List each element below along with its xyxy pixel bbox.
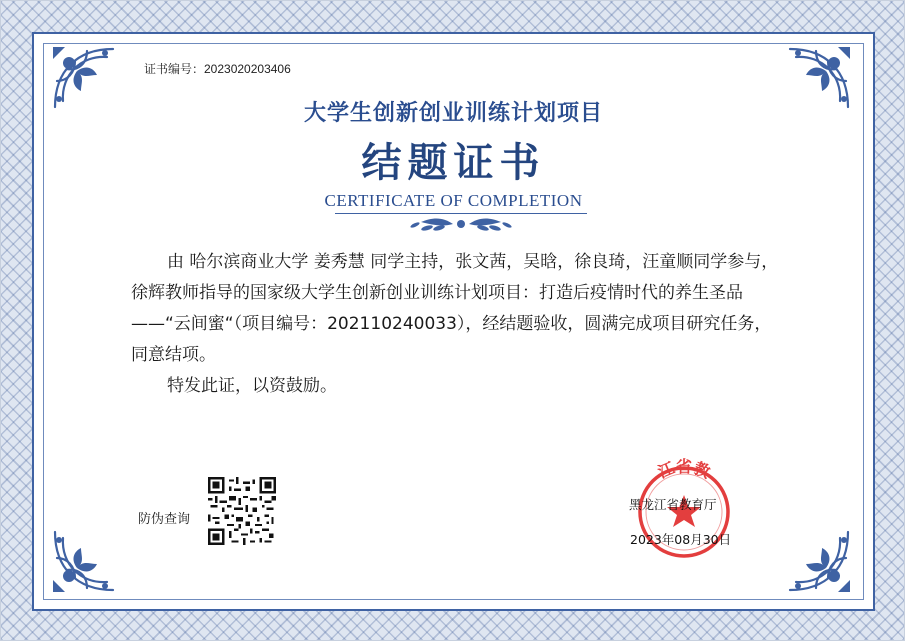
corner-ornament-icon bbox=[782, 524, 856, 598]
seal-text: 江省教 bbox=[655, 457, 713, 482]
certificate-body bbox=[131, 247, 781, 402]
issuer-name: 黑龙江省教育厅 bbox=[629, 497, 717, 512]
english-title: CERTIFICATE OF COMPLETION bbox=[324, 191, 583, 210]
svg-text:江省教 bbox=[654, 457, 713, 482]
qr-code-icon[interactable] bbox=[208, 477, 276, 545]
program-title: 大学生创新创业训练计划项目 bbox=[303, 100, 603, 126]
body-paragraph: 由 哈尔滨商业大学 姜秀慧 同学主持，张文茜，吴晗，徐良琦，汪童顺同学参与，徐辉教师指导的国家级大学生创新创业训练计划项目：打造后疫情时代的养生圣品——“云间蜜“（项目编号：202110240033），经结题验收，圆满完成项目研究任务，同意结项。 bbox=[131, 252, 779, 365]
certificate-number: 证书编号：2023020203406 bbox=[144, 62, 291, 76]
body-closing: 特发此证，以资鼓励。 bbox=[167, 376, 337, 396]
verify-label: 防伪查询 bbox=[138, 512, 191, 527]
laurel-divider-icon bbox=[381, 213, 541, 235]
corner-ornament-icon bbox=[47, 524, 121, 598]
page-title: 结题证书 bbox=[361, 139, 546, 186]
issue-date: 2023年08月30日 bbox=[630, 532, 732, 547]
